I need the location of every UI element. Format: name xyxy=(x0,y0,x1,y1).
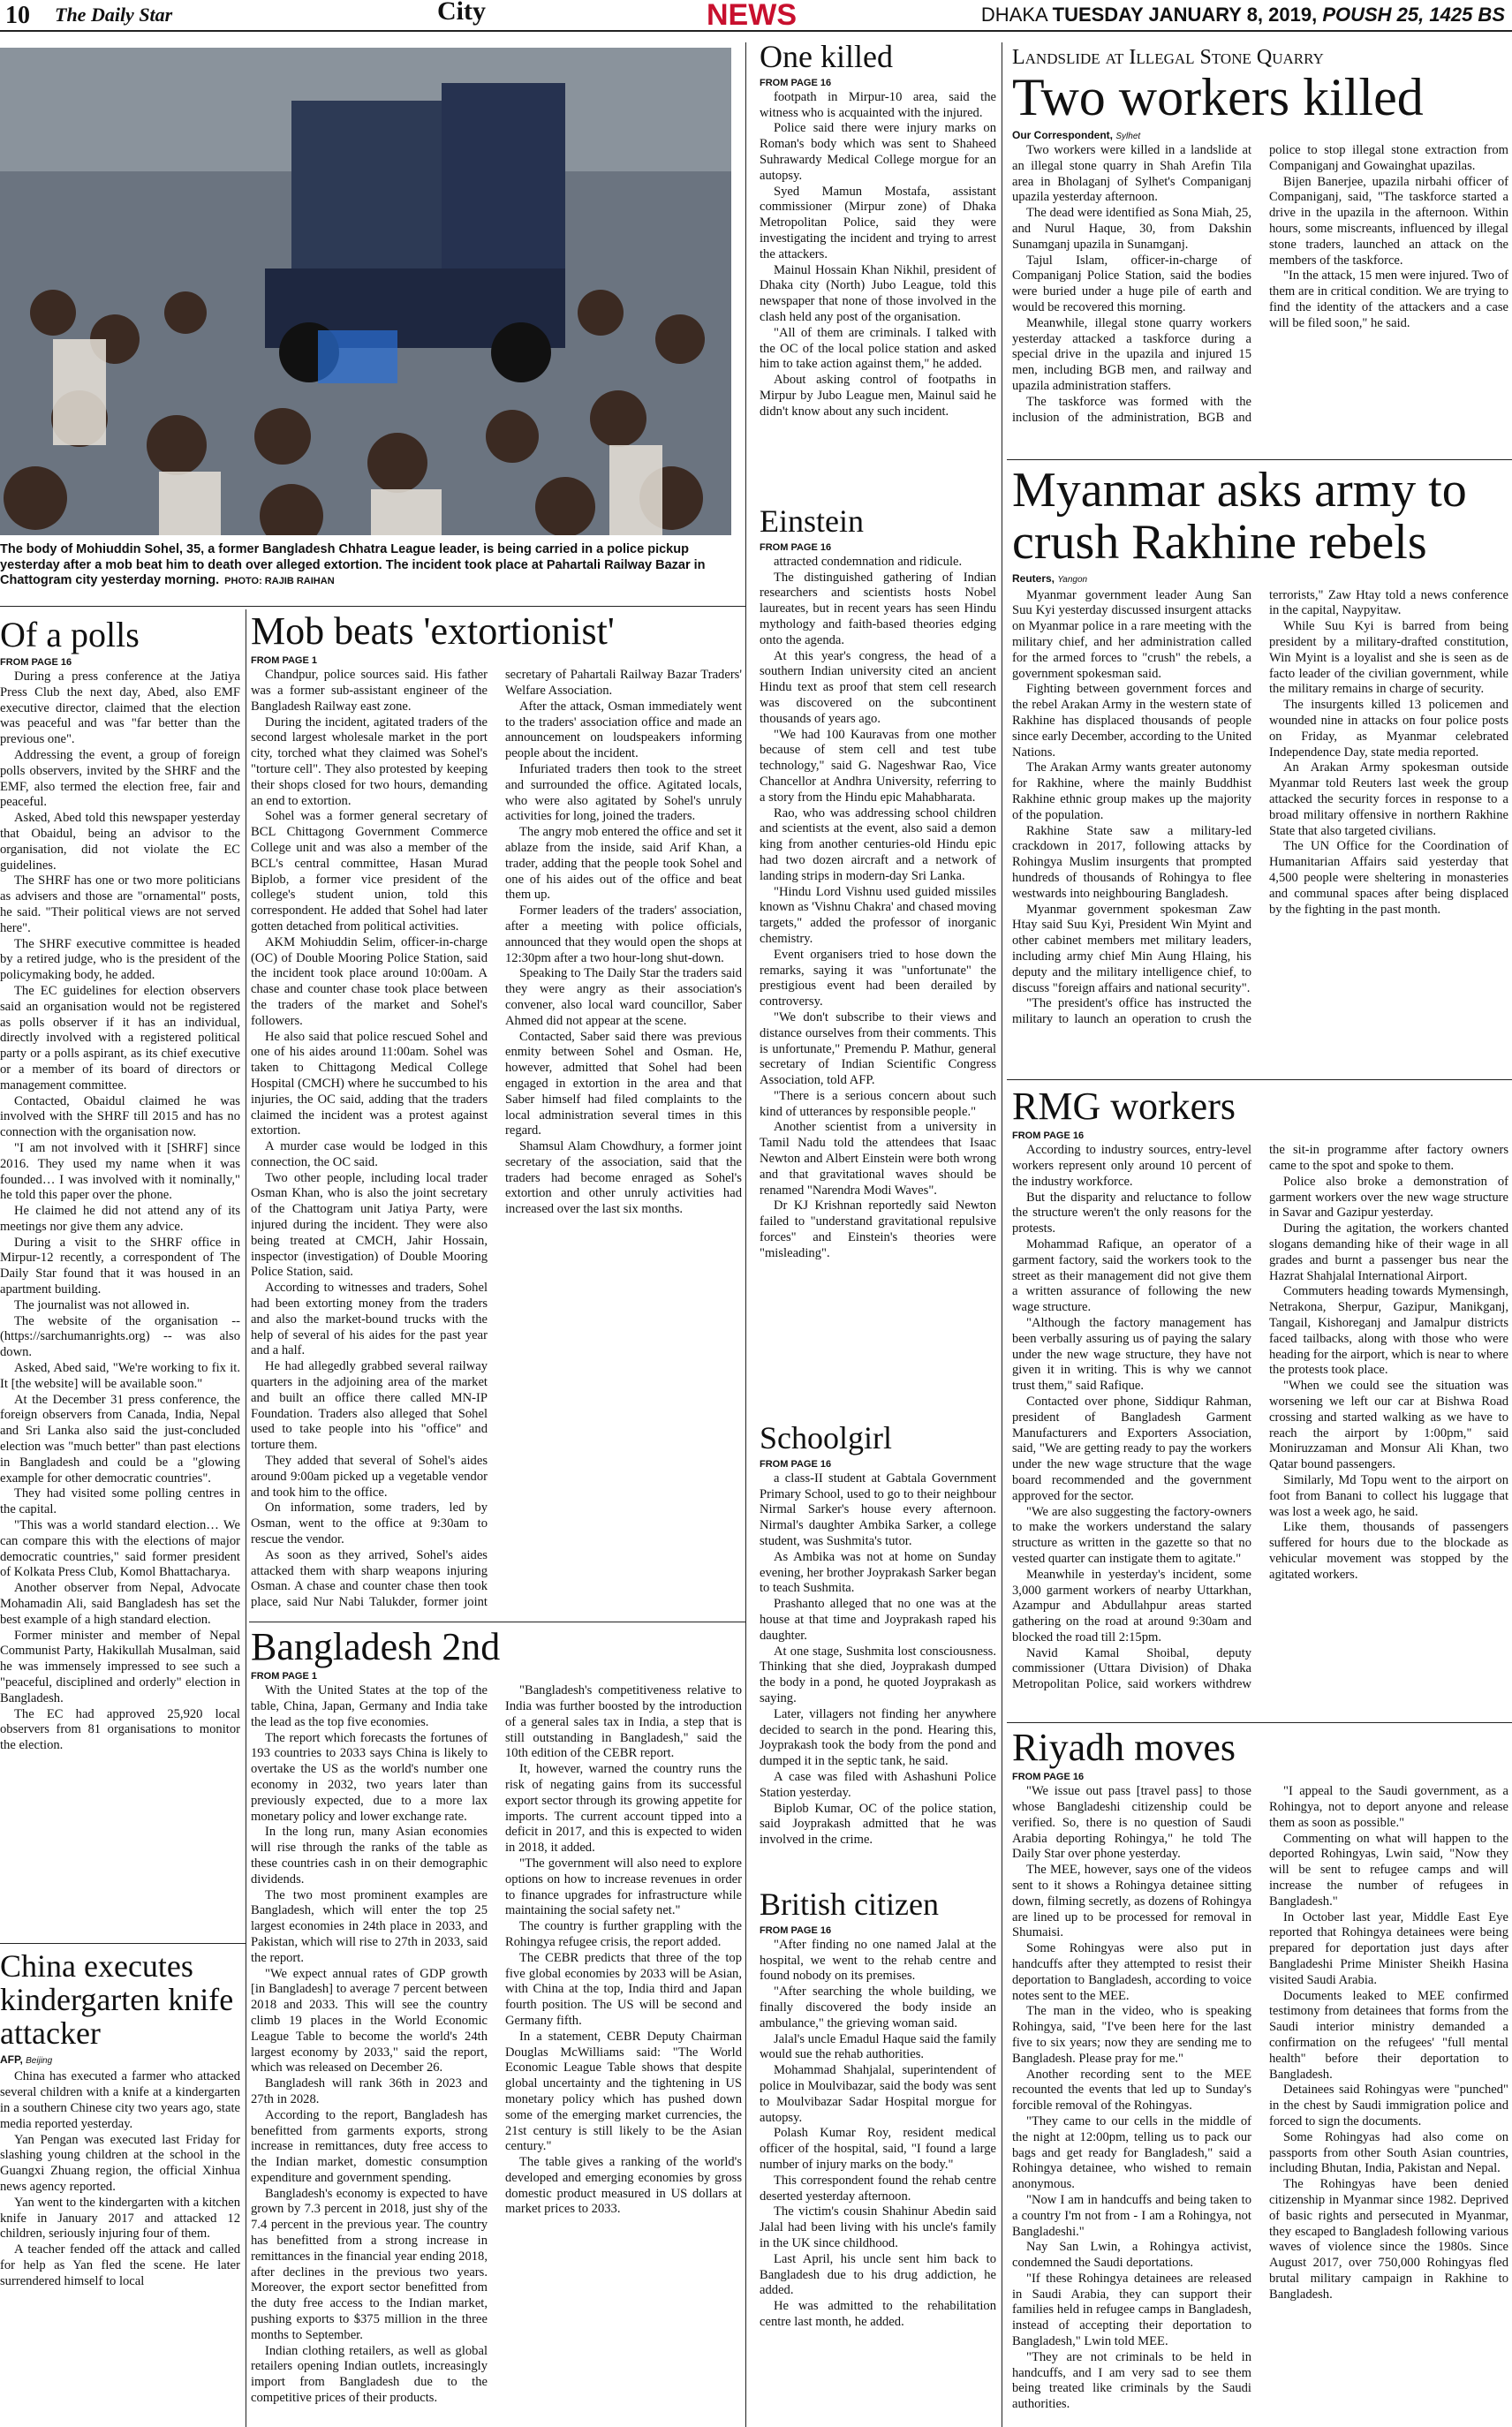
article-headline: Einstein xyxy=(760,505,864,539)
jump-label: FROM PAGE 16 xyxy=(760,1924,832,1936)
byline-place: Yangon xyxy=(1057,574,1088,585)
paragraph: Meanwhile in yesterday's incident, some 3,000 garment workers of nearby Uttarkhan, Azampur and Abdullahpur areas started gathering on the road at around 9:30am and blocked the road till 2:15pm. xyxy=(1012,1567,1251,1644)
paragraph: During a visit to the SHRF office in Mirpur-12 recently, a correspondent of The Daily Star found that it was housed in an apartment building. xyxy=(0,1235,240,1297)
article-body xyxy=(760,1938,996,2331)
article-headline: China executes kindergarten knife attacker xyxy=(0,1950,234,2051)
paragraph: Bangladesh will rank 36th in 2023 and 27th in 2028. xyxy=(251,2076,488,2106)
paragraph: A case was filed with Ashashuni Police Station yesterday. xyxy=(760,1769,996,1800)
paragraph: Some Rohingyas had also come on passports from other South Asian countries, including Bhutan, India, Pakistan and Nepal. xyxy=(1269,2129,1508,2176)
paragraph: Two workers were killed in a landslide at an illegal stone quarry in Shah Arefin Tila area in Bholaganj of Sylhet's Companiganj upazila yesterday afternoon. xyxy=(1012,143,1251,205)
paragraph: Commenting on what will happen to the deported Rohingyas, Lwin said, "Now they will be sent to refugee camps and will increase the number of refugees in Bangladesh." xyxy=(1269,1831,1508,1909)
jump-label: FROM PAGE 16 xyxy=(1012,1772,1085,1783)
article-mob-beats xyxy=(251,611,742,1618)
paragraph: Mohammad Rafique, an operator of a garment factory, said the workers took to the street as their management did not give them a written assurance of following the new wage structure. xyxy=(1012,1236,1251,1315)
paragraph: "This was a world standard election… We can compare this with the elections of major democratic countries," said former president of Kolkata Press Club, Komol Bhattacharya. xyxy=(0,1518,240,1580)
section-rule xyxy=(0,606,745,607)
paragraph: It, however, warned the country runs the risk of negating gains from its successful export sector through its growing appetite for imports. The current account tipped into a deficit in 2017, and this is expected to widen in 2018, it added. xyxy=(505,1762,742,1856)
paragraph: The website of the organisation -- (https://sarchumanrights.org) -- was also down. xyxy=(0,1313,240,1360)
article-headline: Myanmar asks army to crush Rakhine rebels xyxy=(1012,465,1467,570)
article-myanmar xyxy=(1012,465,1508,1076)
article-body xyxy=(0,669,240,1754)
paragraph: The MEE, however, says one of the videos sent to it shows a Rohingya detainee sitting down, filming secretly, as dozens of Rohingya are lined up to be processed for removal in Shumaisi. xyxy=(1012,1863,1251,1940)
paragraph: "Bangladesh's competitiveness relative to India was further boosted by the introduction of a general sales tax in India, a step that is still outstanding in Bangladesh," said the 10th edition of the CEBR report. xyxy=(505,1683,742,1761)
paragraph: In October last year, Middle East Eye reported that Rohingya detainees were being prepared for deportation just days after Bangladeshi Prime Minister Sheikh Hasina visited Saudi Arabia. xyxy=(1269,1909,1508,1987)
paragraph: He was admitted to the rehabilitation centre last month, he added. xyxy=(760,2299,996,2329)
paragraph: Addressing the event, a group of foreign polls observers, invited by the SHRF and the EMF, also termed the election free, fair and peaceful. xyxy=(0,747,240,810)
paragraph: Tajul Islam, officer-in-charge of Companiganj Police Station, said the bodies were buried under a huge pile of earth and would be recovered this morning. xyxy=(1012,253,1251,314)
paragraph: During a press conference at the Jatiya Press Club the next day, Abed, also EMF executive director, claimed that the election was peaceful and was "far better than the previous one". xyxy=(0,669,240,747)
paragraph: The man in the video, who is speaking Rohingya, said, "I've been here for the last five to six years; now they are sending me to Bangladesh. Please pray for me." xyxy=(1012,2004,1251,2066)
paragraph: "After finding no one named Jalal at the hospital, we went to the rehab centre and found nobody on its premises. xyxy=(760,1937,996,1984)
paragraph: "We had 100 Kauravas from one mother because of stem cell and test tube technology," said G. Nageshwar Rao, Vice Chancellor at Andhra University, referring to a story from the Hindu epic Mahabharata. xyxy=(760,727,996,805)
article-body xyxy=(1012,143,1508,443)
paragraph: Documents leaked to MEE confirmed testimony from detainees that forms from the Saudi interior ministry demanded a confirmation on the refugees' "full mental health" before their deportation to Bangladesh. xyxy=(1269,1988,1508,2082)
paragraph: "All of them are criminals. I talked with the OC of the local police station and asked him to take action against them," he added. xyxy=(760,325,996,372)
paragraph: The angry mob entered the office and set it ablaze from the inside, said Arif Khan, a trader, adding that the people took Sohel and one of his aides out of the office and beat them up. xyxy=(505,825,742,903)
paragraph: They had visited some polling centres in the capital. xyxy=(0,1486,240,1517)
paragraph: The Arakan Army wants greater autonomy for Rakhine, where the mainly Buddhist Rakhine ethnic group makes up the majority of the population. xyxy=(1012,760,1251,822)
paragraph: The distinguished gathering of Indian researchers and scientists hosts Nobel laureates, but in recent years has seen Hindu mythology and faith-based theories edging onto the agenda. xyxy=(760,570,996,647)
jump-label: FROM PAGE 1 xyxy=(251,655,317,667)
paragraph: The taskforce was formed with the inclusion of the administration, BGB and police to stop illegal stone extraction from Companiganj and Gowainghat upazilas. xyxy=(1012,143,1508,425)
photo-illustration xyxy=(0,48,731,535)
paragraph: Commuters heading towards Mymensingh, Netrakona, Sherpur, Gazipur, Manikganj, Tangail, Kishoreganj and Jamalpur districts faced tailbacks, along with those who were heading for the airport, which is near to where the protests took place. xyxy=(1269,1284,1508,1378)
paragraph: He also said that police rescued Sohel and one of his aides around 11:00am. Sohel was taken to Chittagong Medical College Hospital (CMCH) where he succumbed to his injuries, the OC said, adding that the traders claimed the incident was a protest against extortion. xyxy=(251,1029,488,1138)
paragraph: The victim's cousin Shahinur Abedin said Jalal had been living with his uncle's family in the UK since childhood. xyxy=(760,2204,996,2250)
article-headline: Bangladesh 2nd xyxy=(251,1627,501,1668)
photo-caption xyxy=(0,542,731,589)
paragraph: "After searching the whole building, we finally discovered the body inside an ambulance," the grieving woman said. xyxy=(760,1985,996,2030)
paragraph: Similarly, Md Topu went to the airport on foot from Banani to collect his luggage that was lost a week ago, he said. xyxy=(1269,1472,1508,1519)
paragraph: As soon as they arrived, Sohel's aides attacked them with sharp weapons injuring Osman. A chase and counter chase then took place, said Nur Nabi Talukder, former joint secretary of Pahartali Railway Bazar Traders' Welfare Association. xyxy=(251,668,742,1610)
paragraph: Former leaders of the traders' association, after a meeting with police officials, announced that they would open the shops at 12:30pm after a two hour-long shut-down. xyxy=(505,904,742,965)
paragraph: Speaking to The Daily Star the traders said they were angry as their association's convener, also local ward councillor, Saber Ahmed did not appear at the scene. xyxy=(505,966,742,1028)
paragraph: The report which forecasts the fortunes of 193 countries to 2033 says China is likely to overtake the US as the world's number one economy in 2032, two years later than previously expected, due to a more lax monetary policy and lower exchange rate. xyxy=(251,1730,488,1824)
paragraph: About asking control of footpaths in Mirpur by Jubo League men, Mainul said he didn't know about any such incident. xyxy=(760,373,996,419)
paragraph: Contacted, Obaidul claimed he was involved with the SHRF till 2015 and has no connection with the organisation now. xyxy=(0,1093,240,1140)
paragraph: Another scientist from a university in Tamil Nadu told the attendees that Isaac Newton and Albert Einstein were both wrong and that gravitational waves should be renamed "Narendra Modi Waves". xyxy=(760,1120,996,1198)
paragraph: Mainul Hossain Khan Nikhil, president of Dhaka city (North) Jubo League, told this newspaper that none of those involved in the clash held any post of the organisation. xyxy=(760,262,996,324)
paragraph: "They are not criminals to be held in handcuffs, and I am very sad to see them being treated like criminals by the Saudi authorities. xyxy=(1012,2349,1251,2412)
paragraph: Mohammad Shahjalal, superintendent of police in Moulvibazar, said the body was sent to Moulvibazar Sadar Hospital morgue for autopsy. xyxy=(760,2063,996,2125)
paragraph: footpath in Mirpur-10 area, said the witness who is acquainted with the injured. xyxy=(760,89,996,120)
paragraph: "I appeal to the Saudi government, as a Rohingya, not to deport anyone and release them as soon as possible." xyxy=(1269,1784,1508,1830)
paragraph: "If these Rohingya detainees are released in Saudi Arabia, they can support their families held in refugee camps in Bangladesh, instead of accepting their deportation to Bangladesh," Lwin told MEE. xyxy=(1012,2271,1251,2349)
dateline-bangla-date: POUSH 25, 1425 BS xyxy=(1322,4,1505,26)
article-schoolgirl xyxy=(760,1422,996,1881)
byline-place: Sylhet xyxy=(1115,132,1141,141)
section-rule xyxy=(1007,1079,1512,1080)
paragraph: Contacted over phone, Siddiqur Rahman, president of Bangladesh Garment Manufacturers and Exporters Association, said, "We are getting ready to pay the workers under the new wage structure that the wage board recommended and the government approved for the sector. xyxy=(1012,1394,1251,1503)
paragraph: Later, villagers not finding her anywhere decided to search in the pond. Hearing this, Joyprakash took the body from the pond and dumped it in the septic tank, he said. xyxy=(760,1706,996,1769)
section-name: City xyxy=(437,0,486,26)
jump-label: FROM PAGE 16 xyxy=(0,657,72,668)
paragraph: Myanmar government spokesman Zaw Htay said Suu Kyi, President Win Myint and other cabinet members met military leaders, including army chief Min Aung Hlaing, his deputy and the military intelligence chief, to discuss "foreign affairs and national security". xyxy=(1012,902,1251,995)
paragraph: The two most prominent examples are Bangladesh, which will enter the top 25 largest economies in 24th place in 2033, and Pakistan, which will rise to 27th in 2033, said the report. xyxy=(251,1887,488,1965)
paragraph: At this year's congress, the head of a southern Indian university cited an ancient Hindu text as proof that stem cell research was discovered on the subcontinent thousands of years ago. xyxy=(760,648,996,726)
byline-agency: Our Correspondent, xyxy=(1012,129,1114,141)
byline xyxy=(1012,572,1508,585)
dateline-city: DHAKA xyxy=(980,4,1053,26)
article-headline: RMG workers xyxy=(1012,1086,1236,1128)
paragraph: This correspondent found the rehab centre deserted yesterday afternoon. xyxy=(760,2173,996,2204)
jump-label: FROM PAGE 16 xyxy=(760,541,832,553)
paragraph: "We don't subscribe to their views and distance ourselves from their comments. This is unfortunate," Premendu P. Mathur, general secretary of Indian Scientific Congress Association, told AFP. xyxy=(760,1009,996,1088)
paragraph: A murder case would be lodged in this connection, the OC said. xyxy=(251,1139,488,1169)
article-rmg-workers xyxy=(1012,1086,1508,1719)
paragraph: Event organisers tried to hose down the remarks, saying it was "unfortunate" the prestigious event had been derailed by controversy. xyxy=(760,947,996,1009)
page-header xyxy=(0,0,1512,32)
article-body xyxy=(1012,588,1508,1056)
article-two-workers-killed xyxy=(1012,46,1508,456)
photo-caption-text: The body of Mohiuddin Sohel, 35, a former Bangladesh Chhatra League leader, is being carried in a police pickup yesterday after a mob beat him to death over alleged extortion. The incident took place at Pahartali Railway Bazar in Chattogram city yesterday morning. xyxy=(0,542,706,588)
paragraph: Meanwhile, illegal stone quarry workers yesterday attacked a taskforce during a special drive in the upazila and injured 15 men, including BGB men, and railway and upazila administration staffers. xyxy=(1012,315,1251,393)
article-einstein xyxy=(760,505,996,1415)
article-headline: Schoolgirl xyxy=(760,1422,892,1455)
paragraph: Bijen Banerjee, upazila nirbahi officer of Companiganj, said, "The taskforce started a drive in the upazila in the afternoon. Within hours, some miscreants, influenced by illegal stone traders, launched an attack on the members of the taskforce. xyxy=(1269,174,1508,268)
paragraph: With the United States at the top of the table, China, Japan, Germany and India take the lead as the top five economies. xyxy=(251,1683,488,1729)
paragraph: Infuriated traders then took to the street and surrounded the office. Agitated locals, who were also agitated by Sohel's unruly activities for long, joined the traders. xyxy=(505,761,742,824)
column-rule xyxy=(745,42,746,2427)
section-rule xyxy=(0,1943,246,1944)
paragraph: A teacher fended off the attack and called for help as Yan fled the scene. He later surrendered himself to local xyxy=(0,2242,240,2288)
paragraph: "In the attack, 15 men were injured. Two of them are in critical condition. We are trying to find the identity of the attackers and a case will be filed soon," he said. xyxy=(1269,268,1508,330)
paragraph: "We issue out pass [travel pass] to those whose Bangladeshi citizenship could be verified. So, there is no question of Saudi Arabia deporting Rohingya," he told The Daily Star over phone yesterday. xyxy=(1012,1784,1251,1862)
paragraph: Navid Kamal Shoibal, deputy commissioner (Uttara Division) of Dhaka Metropolitan Police, said workers withdrew the sit-in programme after factory owners came to the spot and spoke to them. xyxy=(1012,1143,1508,1692)
paragraph: Yan Pengan was executed last Friday for slashing young children at the school in the Guangxi Zhuang region, the official Xinhua news agency reported. xyxy=(0,2132,240,2194)
paragraph: The country is further grappling with the Rohingya refugee crisis, the report added. xyxy=(505,1919,742,1949)
news-label: NEWS xyxy=(707,0,797,32)
dateline xyxy=(981,4,1505,26)
article-body xyxy=(251,1683,742,2425)
paragraph: He claimed he did not attend any of its meetings nor give them any advice. xyxy=(0,1204,240,1234)
paragraph: The CEBR predicts that three of the top five global economies by 2033 will be Asian, with China at the top, India third and Japan fourth position. The US will be second and Germany fifth. xyxy=(505,1950,742,2028)
paragraph: Contacted, Saber said there was previous enmity between Sohel and Osman. He, however, admitted that Sohel had been engaged in extortion in the area and that Saber himself had filed complaints to the local administration several times in this regard. xyxy=(505,1029,742,1138)
paragraph: Syed Mamun Mostafa, assistant commissioner (Mirpur zone) of Dhaka Metropolitan Police, said they were investigating the incident and trying to arrest the attackers. xyxy=(760,184,996,261)
article-body xyxy=(251,668,742,1613)
paragraph: Some Rohingyas were also put in handcuffs after they attempted to resist their deportation to Bangladesh, according to voice notes sent to the MEE. xyxy=(1012,1941,1251,2003)
paragraph: Last April, his uncle sent him back to Bangladesh due to his drug addiction, he added. xyxy=(760,2251,996,2298)
article-headline: Two workers killed xyxy=(1012,68,1424,126)
paragraph: Myanmar government leader Aung San Suu Kyi yesterday discussed insurgent attacks on Myanmar police in a rare meeting with the military chief, and her administration called for the armed forces to "crush" the rebels, a government spokesman said. xyxy=(1012,587,1251,681)
paragraph: Asked, Abed said, "We're working to fix it. It [the website] will be available soon." xyxy=(0,1361,240,1391)
paragraph: Sohel was a former general secretary of BCL Chittagong Government Commerce College unit and was also a member of the BCL's central committee, Hasan Murad Biplob, a former vice president of the college's student union, told this correspondent. He added that Sohel had later gotten detached from political activities. xyxy=(251,809,488,934)
masthead: The Daily Star xyxy=(55,4,173,26)
byline-place: Beijing xyxy=(26,2056,53,2067)
jump-label: FROM PAGE 16 xyxy=(760,77,832,88)
paragraph: But the disparity and reluctance to follow the structure weren't the only reasons for the protests. xyxy=(1012,1190,1251,1236)
paragraph: Another observer from Nepal, Advocate Mohamadin Ali, said Bangladesh has set the best example of a high standard election. xyxy=(0,1581,240,1627)
paragraph: In the long run, many Asian economies will rise through the ranks of the table as these countries cash in on their demographic dividends. xyxy=(251,1825,488,1886)
byline-agency: Reuters, xyxy=(1012,571,1055,585)
paragraph: Chandpur, police sources said. His father was a former sub-assistant engineer of the Bangladesh Railway east zone. xyxy=(251,668,488,714)
photo-credit: PHOTO: RAJIB RAIHAN xyxy=(224,576,335,587)
paragraph: During the incident, agitated traders of the second largest wholesale market in the port city, torched what they claimed was Sohel's "torture cell". They also protested by keeping their shops closed for two hours, demanding an end to extortion. xyxy=(251,714,488,808)
paragraph: Yan went to the kindergarten with a kitchen knife in January 2017 and attacked 12 children, seriously injuring four of them. xyxy=(0,2195,240,2242)
paragraph: As Ambika was not at home on Sunday evening, her brother Joyprakash Sarker began to teach Sushmita. xyxy=(760,1549,996,1596)
paragraph: While Suu Kyi is barred from being president by a military-drafted constitution, Win Myint is a loyalist and she is seen as de facto leader of the civilian government, while the military remains in charge of security. xyxy=(1269,619,1508,697)
article-body xyxy=(760,90,996,420)
paragraph: In a statement, CEBR Deputy Chairman Douglas McWilliams said: "The World Economic League Table shows that despite global uncertainty and the tightening in US monetary policy which has pushed down some of the emerging market currencies, the 21st century is still likely to be the Asian century." xyxy=(505,2029,742,2154)
byline xyxy=(0,2053,240,2066)
paragraph: The SHRF executive committee is headed by a retired judge, who is the president of the policymaking body, he added. xyxy=(0,936,240,983)
section-rule xyxy=(1007,459,1512,460)
article-british-citizen xyxy=(760,1888,996,2427)
paragraph: "The president's office has instructed the military to launch an operation to crush the terrorists," Zaw Htay told a news conference in the capital, Naypyitaw. xyxy=(1012,587,1508,1027)
paragraph: "Although the factory management has been verbally assuring us of paying the salary under the new wage structure, they have not given it in writing. This is why we cannot trust them," said Rafique. xyxy=(1012,1315,1251,1394)
paragraph: AKM Mohiuddin Selim, officer-in-charge (OC) of Double Mooring Police Station, said the incident took place around 10:00am. A chase and counter chase took place between the traders of the market and Sohel's followers. xyxy=(251,934,488,1028)
paragraph: attracted condemnation and ridicule. xyxy=(774,554,963,569)
paragraph: "When we could see the situation was worsening we left our car at Bishwa Road crossing and started walking as we have to reach the airport by 1:00pm," said Moniruzzaman and Monsur Ali Khan, two Qatar bound passengers. xyxy=(1269,1379,1508,1472)
paragraph: "I am not involved with it [SHRF] since 2016. They used my name when it was founded… I was involved with it nominally," he told this paper over the phone. xyxy=(0,1140,240,1203)
article-body xyxy=(760,555,996,1262)
paragraph: "There is a serious concern about such kind of utterances by responsible people." xyxy=(760,1088,996,1119)
paragraph: Police said there were injury marks on Roman's body which was sent to Shaheed Suhrawardy Medical College morgue for an autopsy. xyxy=(760,121,996,183)
paragraph: Rao, who was addressing school children and scientists at the event, also said a demon king from another centuries-old Hindu epic had two dozen aircraft and a network of landing strips in modern-day Sri Lanka. xyxy=(760,805,996,883)
jump-label: FROM PAGE 16 xyxy=(1012,1130,1085,1142)
article-riyadh-moves xyxy=(1012,1728,1508,2427)
paragraph: The insurgents killed 13 policemen and wounded nine in attacks on four police posts on Friday, as Myanmar celebrated Independence Day, state media reported. xyxy=(1269,698,1508,760)
article-body xyxy=(1012,1143,1508,1717)
dateline-date: TUESDAY JANUARY 8, 2019, xyxy=(1052,4,1323,26)
paragraph: At one stage, Sushmita lost consciousness. Thinking that she died, Joyprakash dumped the body in a pond, he quoted Joyprakash as saying. xyxy=(760,1644,996,1705)
paragraph: Former minister and member of Nepal Communist Party, Hakikullah Musalman, said he was immensely impressed to see such a "peaceful, disciplined and orderly" election in Bangladesh. xyxy=(0,1628,240,1705)
byline xyxy=(1012,129,1508,141)
paragraph: Dr KJ Krishnan reportedly said Newton failed to "understand gravitational repulsive forces" and Einstein's theories were "misleading". xyxy=(760,1198,996,1260)
page-number: 10 xyxy=(5,2,30,29)
paragraph: The EC had approved 25,920 local observers from 81 organisations to monitor the election. xyxy=(0,1706,240,1753)
article-one-killed xyxy=(760,41,996,500)
paragraph: "Hindu Lord Vishnu used guided missiles known as 'Vishnu Chakra' and chased moving targets," added the professor of inorganic chemistry. xyxy=(760,884,996,946)
paragraph: a class-II student at Gabtala Government Primary School, used to go to their neighbour Nirmal Sarker's house every afternoon. Nirmal's daughter Ambika Sarker, a college student, was Sushmita's tutor. xyxy=(760,1471,996,1548)
article-body xyxy=(0,2069,240,2289)
paragraph: According to witnesses and traders, Sohel had been extorting money from the traders and also the market-bound trucks with the help of several of his aides for the past year and a half. xyxy=(251,1281,488,1358)
paragraph: "They came to our cells in the middle of the night at 12:00pm, telling us to pack our bags and get ready for Bangladesh," said a Rohingya detainee, who wished to remain anonymous. xyxy=(1012,2113,1251,2192)
paragraph: On information, some traders, led by Osman, went to the office at 9:30am to rescue the vendor. xyxy=(251,1501,488,1547)
paragraph: Rakhine State saw a military-led crackdown in 2017, following attacks by Rohingya Muslim insurgents that prompted hundreds of thousands of Rohingya to flee westwards into neighbouring Bangladesh. xyxy=(1012,823,1251,901)
news-photo xyxy=(0,48,731,535)
article-body xyxy=(760,1471,996,1849)
paragraph: Detainees said Rohingyas were "punched" in the chest by Saudi immigration police and forced to sign the documents. xyxy=(1269,2083,1508,2128)
paragraph: The journalist was not allowed in. xyxy=(14,1297,190,1312)
paragraph: Another recording sent to the MEE recounted the events that led up to Sunday's forcible removal of the Rohingyas. xyxy=(1012,2067,1251,2113)
article-headline: Mob beats 'extortionist' xyxy=(251,611,615,653)
paragraph: Fighting between government forces and the rebel Arakan Army in the western state of Rakhine has displaced thousands of people since early December, according to the United Nations. xyxy=(1012,682,1251,760)
paragraph: "The government will also need to explore options on how to increase revenues in order to finance upgrades for infrastructure while maintaining the social safety net." xyxy=(505,1856,742,1918)
paragraph: Shamsul Alam Chowdhury, a former joint secretary of the association, said that the traders had become enraged as Sohel's extortion and other unruly activities had increased over the last six months. xyxy=(505,1139,742,1217)
paragraph: An Arakan Army spokesman outside Myanmar told Reuters last week the group attacked the security forces in response to a broad military offensive in northern Rakhine State that also targeted civilians. xyxy=(1269,760,1508,838)
paragraph: Indian clothing retailers, as well as global retailers opening Indian outlets, increasingly import from Bangladesh due to the competitive prices of their products. xyxy=(251,2343,488,2406)
paragraph: "Now I am in handcuffs and being taken to a country I'm not from - I am a Rohingya, not Bangladeshi." xyxy=(1012,2192,1251,2239)
article-of-a-polls xyxy=(0,616,240,1936)
article-bangladesh-2nd xyxy=(251,1627,742,2427)
article-headline: Of a polls xyxy=(0,616,140,654)
paragraph: Jalal's uncle Emadul Haque said the family would sue the rehab authorities. xyxy=(760,2031,996,2062)
paragraph: China has executed a farmer who attacked several children with a knife at a kindergarten in a southern Chinese city two years ago, state media reported yesterday. xyxy=(0,2069,240,2131)
paragraph: Polash Kumar Roy, resident medical officer of the hospital, said, "I found a large number of injury marks on the body." xyxy=(760,2126,996,2172)
paragraph: They added that several of Sohel's aides around 9:00am picked up a vegetable vendor and took him to the office. xyxy=(251,1454,488,1500)
paragraph: At the December 31 press conference, the foreign observers from Canada, India, Nepal and Sri Lanka also said the just-concluded election was "much better" than past elections in Bangladesh and could be a "glowing example for other democratic countries". xyxy=(0,1392,240,1486)
paragraph: Two other people, including local trader Osman Khan, who is also the joint secretary of the Chattogram unit Jatiya Party, were injured during the incident. They were also being treated at CMCH, Jahir Hossain, inspector (investigation) of Double Mooring Police Station, said. xyxy=(251,1170,488,1280)
article-body xyxy=(1012,1784,1508,2425)
article-headline: British citizen xyxy=(760,1888,939,1922)
paragraph: Prashanto alleged that no one was at the house at that time and Joyprakash raped his daughter. xyxy=(760,1597,996,1643)
paragraph: The dead were identified as Sona Miah, 25, and Nurul Haque, 30, from Dakshin Sunamganj upazila in Sunamganj. xyxy=(1012,206,1251,252)
paragraph: Biplob Kumar, OC of the police station, said Joyprakash admitted that he was involved in the crime. xyxy=(760,1801,996,1848)
paragraph: After the attack, Osman immediately went to the traders' association office and made an announcement on loudspeakers informing people about the incident. xyxy=(505,699,742,761)
jump-label: FROM PAGE 16 xyxy=(760,1458,832,1470)
paragraph: Asked, Abed told this newspaper yesterday that Obaidul, being an advisor to the organisation, did not violate the EC guidelines. xyxy=(0,811,240,873)
paragraph: Police also broke a demonstration of garment workers over the new wage structure in Savar and Gazipur yesterday. xyxy=(1269,1174,1508,1221)
article-headline: Riyadh moves xyxy=(1012,1728,1236,1769)
paragraph: The UN Office for the Coordination of Humanitarian Affairs said yesterday that 4,500 people were sheltering in monasteries and communal spaces after being displaced by the fighting in the past month. xyxy=(1269,839,1508,917)
paragraph: Nay San Lwin, a Rohingya activist, condemned the Saudi deportations. xyxy=(1012,2240,1251,2271)
paragraph: The EC guidelines for election observers said an organisation would not be registered as polls observer if it has an individual, directly involved with a registered political party or a polls aspirant, as its chief executive or a member of its board of directors or management committee. xyxy=(0,983,240,1093)
paragraph: The table gives a ranking of the world's developed and emerging economies by gross domestic product measured in US dollars at market prices to 2033. xyxy=(505,2155,742,2217)
paragraph: The SHRF has one or two more politicians as advisers and those are "ornamental" posts, he said. "Their political views are not served here". xyxy=(0,873,240,935)
article-headline: One killed xyxy=(760,41,893,74)
jump-label: FROM PAGE 1 xyxy=(251,1671,317,1682)
paragraph: Like them, thousands of passengers suffered for hours due to the blockade as vehicular movement was stopped by the agitated workers. xyxy=(1269,1520,1508,1582)
paragraph: According to industry sources, entry-level workers represent only around 10 percent of the industry workforce. xyxy=(1012,1143,1251,1189)
article-kicker: Landslide at Illegal Stone Quarry xyxy=(1012,46,1324,69)
paragraph: Bangladesh's economy is expected to have grown by 7.3 percent in 2018, just shy of the 7.4 percent in the previous year. The country has benefitted from a strong increase in remittances in the financial year ending 2018, after declines in the previous two years. Moreover, the export sector benefitted from the duty free access to the Indian market, pushing exports to $375 million in the three months to September. xyxy=(251,2186,488,2342)
paragraph: According to the report, Bangladesh has benefitted from garments exports, strong increase in remittances, duty free access to the Indian market, domestic consumption expenditure and government spending. xyxy=(251,2107,488,2185)
paragraph: "We expect annual rates of GDP growth [in Bangladesh] to average 7 percent between 2018 and 2033. This will see the country climb 19 places in the World Economic League Table to become the world's 24th largest economy by 2033," said the report, which was released on December 26. xyxy=(251,1966,488,2075)
paragraph: During the agitation, the workers chanted slogans demanding hike of their wage in all grades and burnt a passenger bus near the Hazrat Shahjalal International Airport. xyxy=(1269,1221,1508,1283)
byline-agency: AFP, xyxy=(0,2053,23,2067)
paragraph: The Rohingyas have been denied citizenship in Myanmar since 1982. Deprived of basic rights and persecuted in Myanmar, they escaped to Bangladesh following various waves of violence since the 1980s. Since August 2017, over 750,000 Rohingyas fled brutal military campaign in Rakhine to Bangladesh. xyxy=(1269,2177,1508,2302)
paragraph: He had allegedly grabbed several railway quarters in the adjoining area of the market and built an office there called MN-IP Foundation. Traders also alleged that Sohel used to take people into his "office" and torture them. xyxy=(251,1359,488,1453)
paragraph: "We are also suggesting the factory-owners to make the workers understand the salary structure as written in the gazette so that no vested quarter can instigate them to agitate." xyxy=(1012,1504,1251,1566)
section-rule xyxy=(1007,1722,1512,1723)
article-china-executes xyxy=(0,1950,240,2427)
